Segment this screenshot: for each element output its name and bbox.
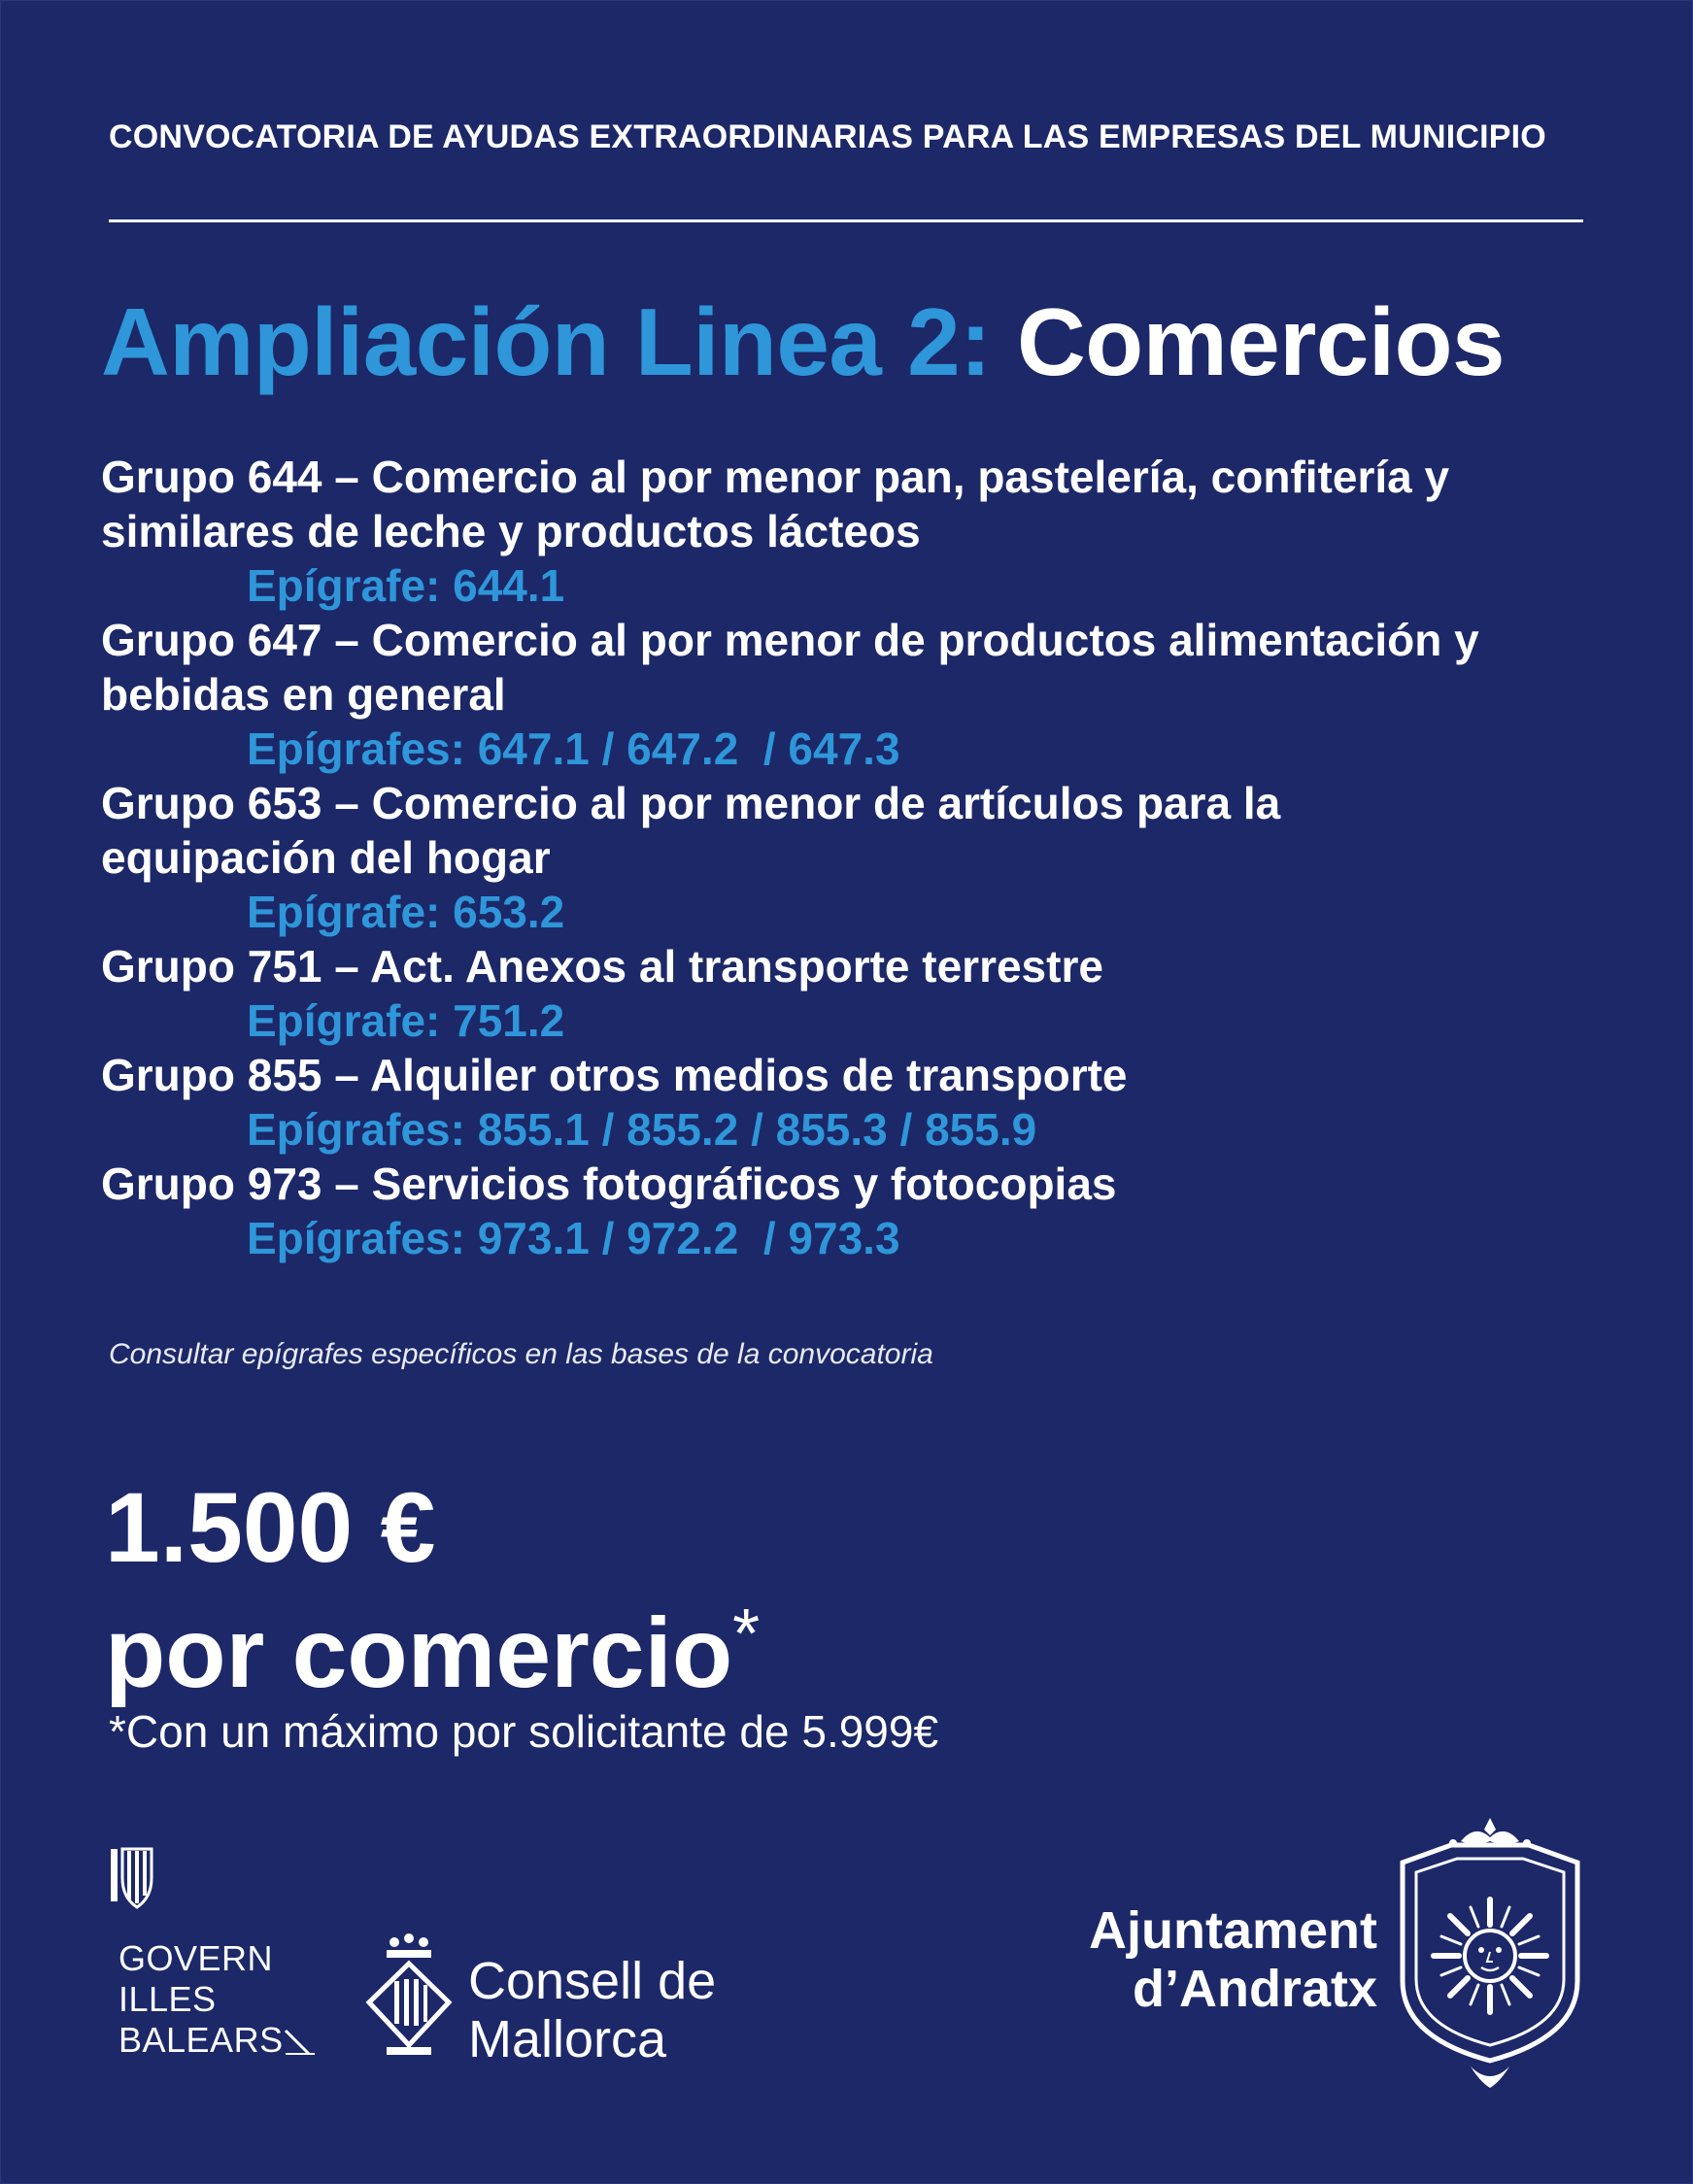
max-note: *Con un máximo por solicitante de 5.999€ — [109, 1706, 939, 1757]
group-title: Grupo 647 – Comercio al por menor de productos alimentación y — [101, 615, 1479, 665]
header-title: CONVOCATORIA DE AYUDAS EXTRAORDINARIAS PARA LAS EMPRESAS DEL MUNICIPIO — [109, 118, 1546, 155]
group-title: Grupo 973 – Servicios fotográficos y fotocopias — [101, 1159, 1117, 1209]
group-title-cont: bebidas en general — [101, 669, 506, 720]
amount-unit-text: por comercio — [105, 1597, 733, 1708]
group-codes: Epígrafes: 647.1 / 647.2 / 647.3 — [247, 723, 900, 774]
group-title-cont: equipación del hogar — [101, 832, 551, 883]
group-title: Grupo 751 – Act. Anexos al transporte terrestre — [101, 941, 1103, 991]
ajuntament-logo-text — [1067, 1901, 1377, 2018]
govern-line-2: ILLES — [119, 1979, 217, 2019]
group-item — [101, 613, 1597, 776]
ajuntament-line-2: d’Andratx — [1132, 1960, 1377, 2018]
group-codes: Epígrafe: 644.1 — [247, 560, 565, 611]
group-item — [101, 939, 1597, 1048]
govern-line-3 — [119, 2020, 317, 2061]
group-item — [101, 1048, 1597, 1157]
group-codes: Epígrafes: 973.1 / 972.2 / 973.3 — [247, 1213, 900, 1263]
group-title-cont: similares de leche y productos lácteos — [101, 506, 921, 556]
page-title — [101, 287, 1597, 397]
backslash-mark-icon — [284, 2027, 317, 2056]
group-list — [101, 450, 1597, 1265]
title-main: Comercios — [1016, 288, 1505, 395]
group-item — [101, 450, 1597, 613]
consell-shield-icon — [365, 1932, 453, 2059]
consell-logo-text — [468, 1952, 716, 2068]
govern-line-3-text: BALEARS — [119, 2020, 284, 2060]
group-codes: Epígrafes: 855.1 / 855.2 / 855.3 / 855.9 — [247, 1104, 1037, 1155]
group-item — [101, 776, 1597, 939]
title-accent: Ampliación Linea 2: — [101, 288, 992, 395]
group-item — [101, 1157, 1597, 1265]
consell-line-1: Consell de — [468, 1952, 717, 2010]
group-title: Grupo 855 – Alquiler otros medios de transporte — [101, 1050, 1128, 1100]
group-title: Grupo 644 – Comercio al por menor pan, pastelería, confitería y — [101, 452, 1450, 502]
govern-logo-icon — [109, 1847, 157, 1915]
group-codes: Epígrafe: 653.2 — [247, 887, 565, 937]
amount-unit — [105, 1581, 760, 1706]
consult-note: Consultar epígrafes específicos en las bases de la convocatoria — [109, 1338, 933, 1370]
asterisk: * — [732, 1596, 761, 1673]
consell-line-2: Mallorca — [468, 2010, 667, 2068]
govern-logo-text — [119, 1938, 317, 2061]
amount-block — [105, 1474, 760, 1706]
andratx-shield-icon — [1393, 1816, 1587, 2088]
ajuntament-line-1: Ajuntament — [1089, 1901, 1377, 1960]
group-title: Grupo 653 – Comercio al por menor de artículos para la — [101, 778, 1281, 828]
amount-value: 1.500 € — [105, 1472, 436, 1583]
govern-line-1: GOVERN — [119, 1938, 274, 1978]
header-divider — [109, 219, 1583, 222]
group-codes: Epígrafe: 751.2 — [247, 995, 565, 1046]
